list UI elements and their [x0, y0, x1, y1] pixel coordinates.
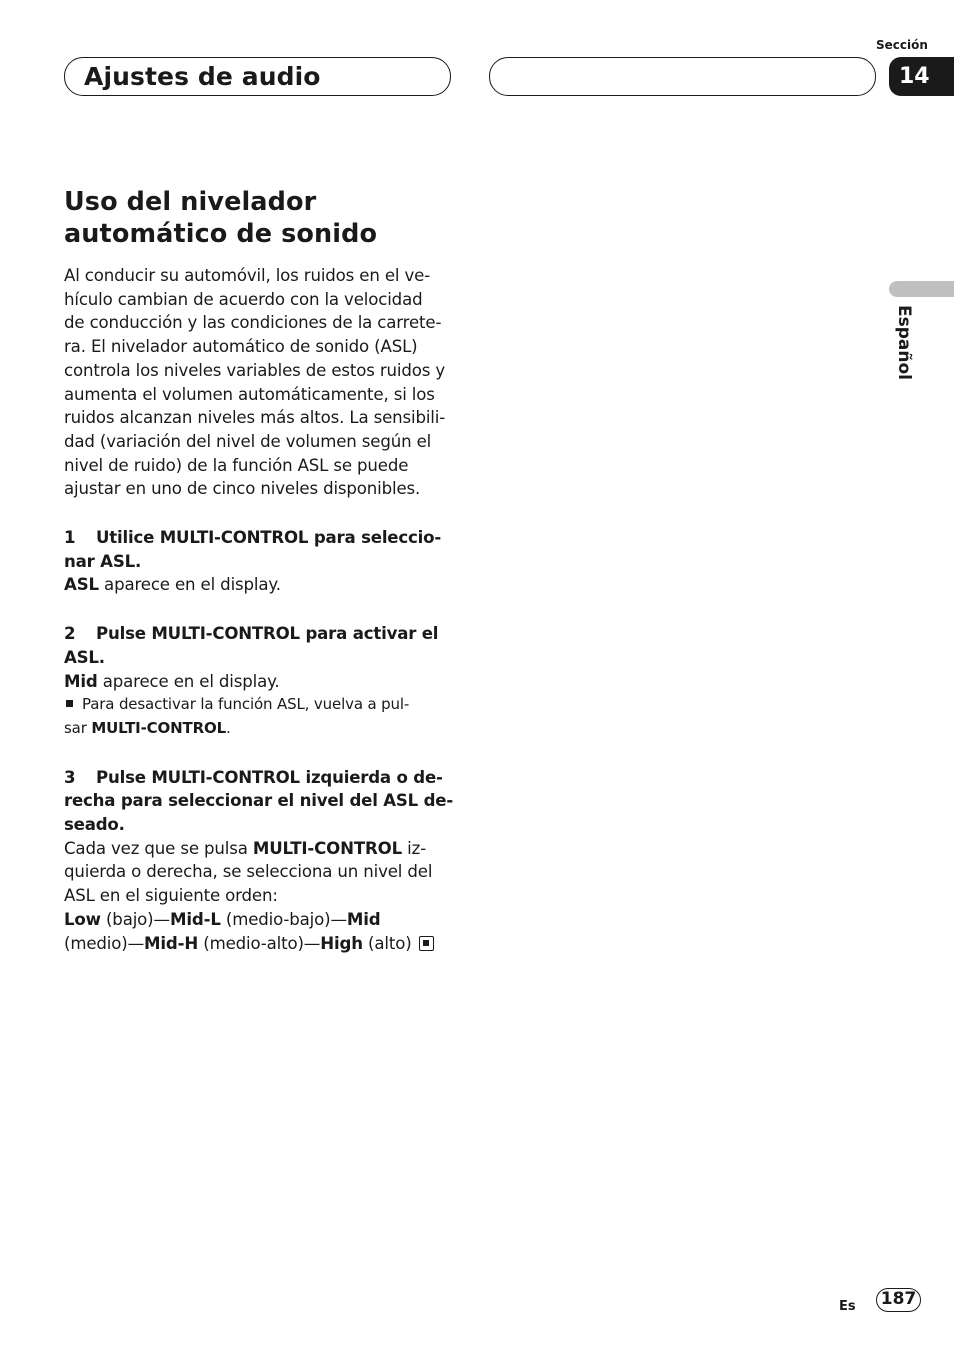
step-1-result [64, 573, 454, 597]
step-2-result-term: Mid [64, 671, 98, 691]
step-2-result [64, 670, 454, 694]
step-3 [64, 766, 454, 956]
step-3-body-text: iz- [402, 838, 427, 858]
step-2-title [64, 622, 454, 669]
step-3-title-line: seado. [64, 815, 125, 835]
heading-line-1: Uso del nivelador [64, 187, 317, 217]
note-end: . [226, 718, 231, 737]
bullet-icon [66, 700, 73, 707]
step-1-result-term: ASL [64, 575, 99, 595]
level-desc: (medio-alto)— [198, 933, 321, 953]
level-desc: (medio)— [64, 933, 145, 953]
level-low: Low [64, 909, 101, 929]
level-mid: Mid [346, 909, 381, 929]
end-of-section-icon [419, 936, 434, 951]
language-side-label: Español [894, 305, 914, 380]
step-3-body-term: MULTI-CONTROL [252, 838, 403, 858]
page-heading [64, 186, 454, 250]
step-3-title-line: Pulse MULTI-CONTROL izquierda o de- [96, 767, 443, 787]
step-2-title-line: Pulse MULTI-CONTROL para activar el [96, 624, 439, 644]
note-line: Para desactivar la función ASL, vuelva a pul- [82, 695, 410, 714]
step-1-title [64, 526, 454, 573]
step-1-result-text: aparece en el display. [98, 575, 281, 595]
level-high: High [320, 933, 363, 953]
empty-header-box [489, 57, 876, 96]
intro-line: aumenta el volumen automáticamente, si los [64, 384, 435, 404]
intro-line: ajustar en uno de cinco niveles disponibles. [64, 479, 421, 499]
step-2 [64, 622, 454, 741]
intro-line: controla los niveles variables de estos ruidos y [64, 360, 446, 380]
step-2-result-text: aparece en el display. [97, 671, 280, 691]
level-mid-l: Mid-L [169, 909, 221, 929]
step-3-title-line: recha para seleccionar el nivel del ASL de- [64, 791, 454, 811]
step-3-body-text: quierda o derecha, se selecciona un nivel del [64, 862, 433, 882]
intro-line: ruidos alcanzan niveles más altos. La sensibili- [64, 408, 446, 428]
page-number: 187 [876, 1288, 921, 1312]
step-3-body-text: ASL en el siguiente orden: [64, 886, 278, 906]
note-term: MULTI-CONTROL [91, 718, 227, 737]
step-number: 1 [64, 528, 76, 548]
intro-line: nivel de ruido) de la función ASL se puede [64, 455, 409, 475]
footer-language-code: Es [839, 1299, 856, 1314]
step-2-note [64, 693, 454, 740]
intro-line: de conducción y las condiciones de la carrete- [64, 313, 442, 333]
level-desc: (alto) [362, 933, 417, 953]
intro-line: ra. El nivelador automático de sonido (ASL) [64, 337, 418, 357]
step-1-title-line: nar ASL. [64, 551, 142, 571]
step-1 [64, 526, 454, 597]
step-3-body [64, 837, 454, 956]
intro-line: dad (variación del nivel de volumen según el [64, 431, 432, 451]
step-2-title-line: ASL. [64, 647, 105, 667]
chapter-title-box [64, 57, 451, 96]
step-3-body-text: Cada vez que se pulsa [64, 838, 253, 858]
level-desc: (medio-bajo)— [220, 909, 347, 929]
heading-line-2: automático de sonido [64, 219, 378, 249]
section-number-tab: 14 [889, 57, 954, 96]
intro-line: Al conducir su automóvil, los ruidos en el ve- [64, 266, 431, 285]
intro-line: hículo cambian de acuerdo con la velocidad [64, 289, 423, 309]
step-number: 3 [64, 767, 76, 787]
language-tab-marker [889, 281, 954, 297]
intro-paragraph [64, 264, 454, 501]
main-content [64, 186, 454, 955]
section-label: Sección [876, 38, 928, 52]
note-line: sar [64, 718, 92, 737]
chapter-title: Ajustes de audio [84, 62, 321, 91]
level-mid-h: Mid-H [144, 933, 199, 953]
step-number: 2 [64, 624, 76, 644]
level-desc: (bajo)— [100, 909, 170, 929]
step-1-title-line: Utilice MULTI-CONTROL para seleccio- [96, 528, 442, 548]
step-3-title [64, 766, 454, 837]
